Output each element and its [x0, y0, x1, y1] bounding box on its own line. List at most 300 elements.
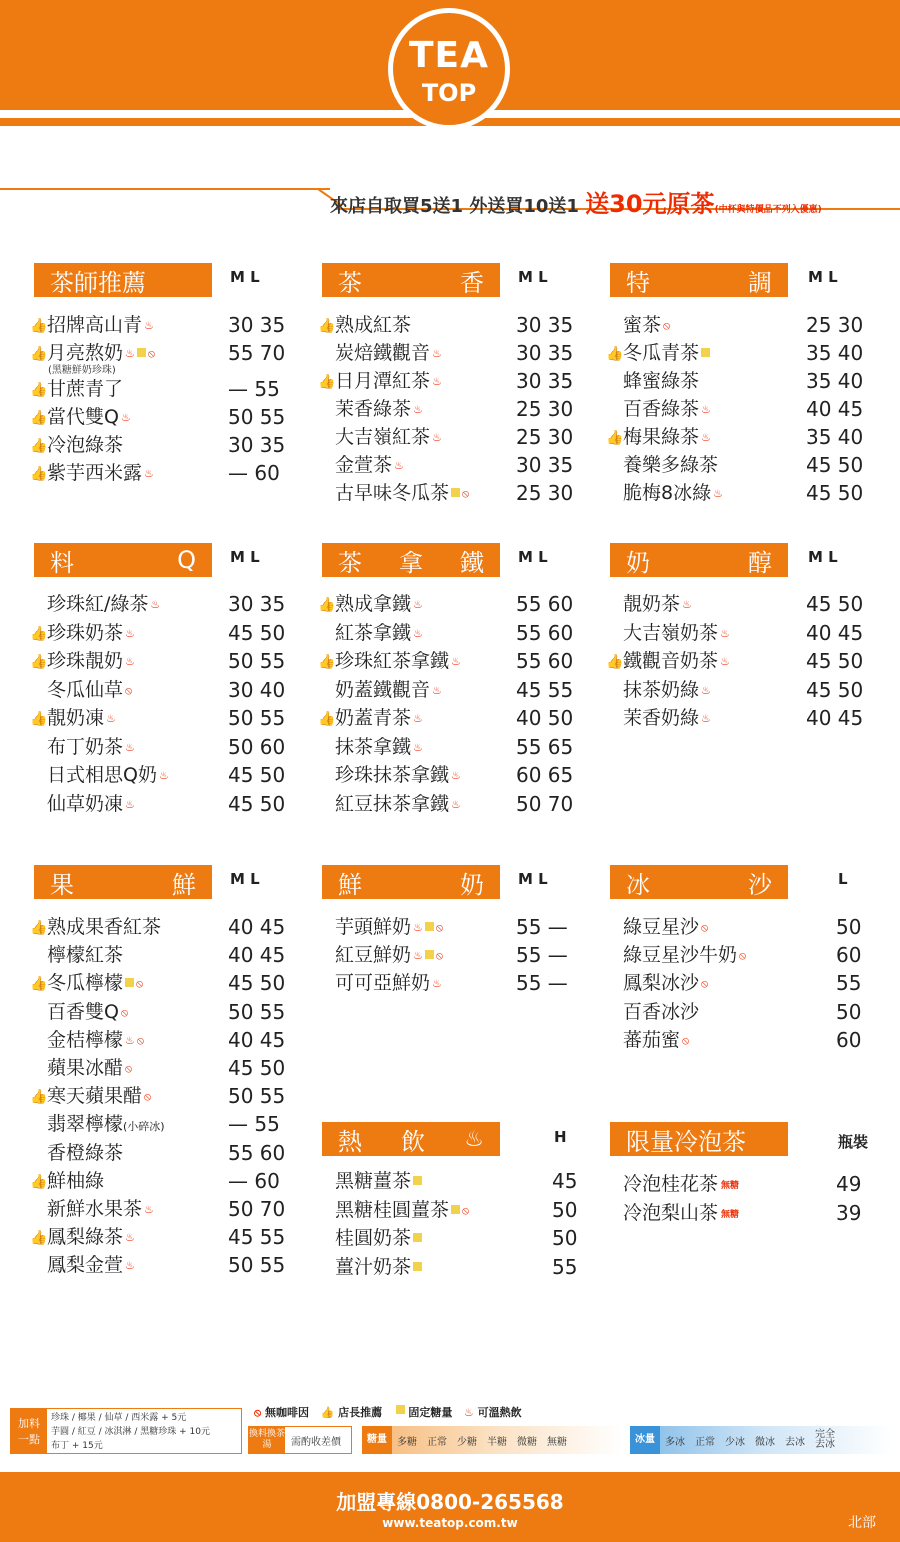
- item-price: 45 50: [228, 1056, 286, 1080]
- hot-drink-icon: ♨: [125, 797, 135, 811]
- addon-box: [10, 1408, 242, 1454]
- item-price: 40 45: [228, 915, 286, 939]
- item-name: 茉香奶綠: [623, 707, 700, 729]
- spacer: [318, 974, 333, 988]
- section-title-part: 熱: [338, 1127, 362, 1156]
- menu-item[interactable]: [30, 761, 169, 789]
- item-price: 45 50: [806, 677, 864, 702]
- item-name: 桂圓奶茶: [335, 1227, 412, 1249]
- item-price: 45 50: [806, 453, 864, 477]
- ice-level: 去冰: [785, 1436, 805, 1448]
- spacer: [606, 1175, 621, 1189]
- thumbs-up-icon: 👍: [30, 318, 48, 334]
- website-link[interactable]: www.teatop.com.tw: [382, 1516, 518, 1530]
- hot-drink-icon: ♨: [125, 655, 135, 668]
- menu-item[interactable]: [606, 1170, 739, 1198]
- promo-main: 來店自取買5送1 外送買10送1: [330, 196, 586, 217]
- section-title-part: 茶: [338, 268, 362, 297]
- menu-item[interactable]: [318, 1196, 469, 1224]
- legend-area: [0, 1400, 900, 1470]
- thumbs-up-icon: 👍: [30, 625, 48, 642]
- spacer: [318, 1229, 333, 1243]
- menu-item[interactable]: [30, 403, 131, 431]
- thumbs-up-icon: 👍: [30, 410, 48, 426]
- promo-text: [330, 184, 822, 219]
- item-price: 50 60: [228, 734, 286, 759]
- section-title-part: Q: [177, 546, 196, 574]
- section-title-part: 奶: [626, 548, 650, 577]
- item-name: 薑汁奶茶: [335, 1255, 412, 1278]
- thumbs-up-icon: 👍: [320, 1406, 335, 1419]
- menu-item[interactable]: [606, 619, 730, 647]
- menu-item[interactable]: [318, 339, 442, 367]
- item-name: 珍珠紅茶拿鐵: [335, 650, 450, 672]
- legend-symbol: 無咖啡因: [265, 1406, 310, 1419]
- item-name: 珍珠靚奶: [47, 650, 124, 672]
- item-name: 冬瓜青茶: [623, 342, 700, 364]
- size-header: M L: [808, 268, 838, 286]
- menu-item[interactable]: [30, 704, 116, 732]
- no-caffeine-icon: ⦸: [435, 949, 444, 963]
- thumbs-up-icon: 👍: [30, 1230, 48, 1247]
- sugar-label: 糖量: [362, 1426, 392, 1454]
- item-price: 55 70: [228, 341, 286, 365]
- menu-item[interactable]: [318, 969, 442, 997]
- item-price: 30 35: [516, 369, 574, 393]
- item-price: 45 50: [228, 763, 286, 787]
- section-header: [610, 1122, 788, 1156]
- promo-note: (中杯與特價品不列入優惠): [714, 205, 822, 215]
- item-price: 55: [552, 1254, 578, 1279]
- item-name: 甘蔗青了: [47, 378, 124, 400]
- item-name: 脆梅8冰綠: [623, 482, 712, 504]
- item-name: 百香雙Q: [47, 1000, 119, 1023]
- no-caffeine-icon: ⦸: [663, 319, 671, 332]
- menu-item[interactable]: [30, 311, 154, 339]
- item-name: 紅豆抹茶拿鐵: [335, 792, 450, 815]
- item-price: 25 30: [806, 313, 864, 337]
- menu-item[interactable]: [30, 1110, 165, 1138]
- item-name: 芋頭鮮奶: [335, 916, 412, 938]
- item-price: 45 50: [806, 481, 864, 505]
- menu-item[interactable]: [606, 969, 708, 997]
- menu-item[interactable]: [318, 367, 442, 395]
- menu-item[interactable]: [30, 647, 135, 675]
- item-price: 55 60: [516, 592, 574, 616]
- menu-item[interactable]: [318, 676, 442, 704]
- thumbs-up-icon: 👍: [30, 976, 48, 993]
- item-price: 55 —: [516, 915, 568, 939]
- menu-item[interactable]: [30, 1139, 123, 1167]
- menu-item[interactable]: [30, 1054, 132, 1082]
- item-name: 檸檬紅茶: [47, 944, 124, 967]
- hot-drink-icon: ♨: [125, 626, 135, 640]
- section-title-part: 香: [460, 268, 484, 297]
- menu-item[interactable]: [30, 1223, 135, 1251]
- spacer: [318, 681, 333, 695]
- brand-logo: [388, 8, 510, 130]
- menu-item[interactable]: [30, 969, 143, 997]
- item-name: 新鮮水果茶: [47, 1198, 143, 1220]
- thumbs-up-icon: 👍: [30, 1089, 48, 1106]
- region-label: 北部: [848, 1515, 876, 1531]
- item-name: 蘋果冰醋: [47, 1057, 124, 1079]
- thumbs-up-icon: 👍: [606, 346, 624, 362]
- symbol-legend: [254, 1404, 614, 1422]
- thumbs-up-icon: 👍: [606, 654, 624, 670]
- menu-item[interactable]: [30, 375, 123, 403]
- section-title-part: 鮮: [172, 870, 196, 899]
- item-name: 蜜茶: [623, 314, 662, 336]
- hot-drink-icon: ♨: [432, 977, 442, 991]
- spacer: [318, 1258, 333, 1272]
- hot-drink-icon: ♨: [701, 431, 711, 444]
- thumbs-up-icon: 👍: [318, 374, 336, 390]
- section-title-part: 料: [50, 548, 74, 577]
- menu-item[interactable]: [30, 1251, 135, 1279]
- menu-item[interactable]: [318, 451, 404, 479]
- sugar-level: 半糖: [487, 1436, 507, 1448]
- section-header: [610, 865, 788, 899]
- item-price: 45 55: [228, 1225, 286, 1250]
- spacer: [606, 1031, 621, 1045]
- item-price: 30 35: [228, 313, 286, 337]
- item-name: 大吉嶺紅茶: [335, 426, 431, 448]
- item-price: 25 30: [516, 481, 574, 505]
- item-price: 49: [836, 1172, 862, 1196]
- item-name: 冷泡桂花茶: [623, 1173, 719, 1195]
- menu-item[interactable]: [30, 590, 160, 618]
- item-name: 奶蓋青茶: [335, 707, 412, 729]
- swap-box: [248, 1426, 352, 1454]
- section-header: [322, 263, 500, 297]
- item-price: 25 30: [516, 425, 574, 449]
- item-name: 寒天蘋果醋: [47, 1085, 143, 1108]
- item-price: 50: [552, 1197, 578, 1222]
- spacer: [30, 738, 45, 752]
- hot-drink-icon: ♨: [463, 1406, 474, 1419]
- size-header: M L: [518, 548, 548, 566]
- spacer: [606, 624, 621, 638]
- hot-drink-icon: ♨: [451, 655, 461, 668]
- item-price: 50 55: [228, 1253, 286, 1278]
- item-price: 55 65: [516, 734, 574, 759]
- fixed-sugar-icon: [451, 488, 460, 497]
- ice-level: 完全去冰: [815, 1429, 835, 1450]
- menu-item[interactable]: [30, 733, 135, 761]
- item-name: 翡翠檸檬: [47, 1113, 124, 1136]
- thumbs-up-icon: 👍: [30, 654, 48, 670]
- sugar-level: 少糖: [457, 1436, 477, 1448]
- section-title-part: 拿: [399, 548, 423, 577]
- menu-item[interactable]: [606, 423, 711, 451]
- item-name: 招牌高山青: [47, 314, 143, 336]
- menu-item[interactable]: [30, 790, 135, 818]
- hot-drink-icon: ♨: [451, 769, 461, 782]
- hot-drink-icon: ♨: [682, 598, 692, 611]
- menu-item[interactable]: [30, 941, 123, 969]
- size-header: H: [554, 1128, 567, 1146]
- hot-drink-icon: ♨: [125, 740, 135, 754]
- menu-item[interactable]: [30, 619, 135, 647]
- menu-item[interactable]: [606, 479, 723, 507]
- item-price: 40 45: [228, 943, 286, 968]
- ice-label: 冰量: [630, 1426, 660, 1454]
- ice-level: 正常: [695, 1436, 715, 1448]
- spacer: [606, 681, 621, 695]
- menu-item[interactable]: [318, 733, 423, 761]
- item-name: 百香冰沙: [623, 1000, 700, 1023]
- size-header: M L: [230, 548, 260, 566]
- menu-item[interactable]: [318, 913, 443, 941]
- spacer: [606, 316, 621, 330]
- section-header: [34, 543, 212, 577]
- menu-item[interactable]: [606, 998, 699, 1026]
- menu-item[interactable]: [30, 459, 154, 487]
- item-price: 50: [552, 1226, 578, 1250]
- menu-item[interactable]: [606, 913, 708, 941]
- hot-drink-icon: ♨: [413, 949, 423, 963]
- hot-drink-icon: ♨: [144, 467, 154, 480]
- item-price: 30 35: [516, 313, 574, 337]
- fixed-sugar-icon: [413, 1262, 422, 1271]
- section-title-part: 飲: [401, 1127, 426, 1156]
- spacer: [30, 1256, 45, 1270]
- item-name: 可可亞鮮奶: [335, 972, 431, 995]
- addon-line: 布丁 + 15元: [51, 1441, 103, 1451]
- fixed-sugar-icon: [137, 348, 146, 357]
- item-price: 35 40: [806, 425, 864, 449]
- menu-item[interactable]: [606, 647, 730, 675]
- section-title-part: 沙: [748, 870, 772, 899]
- size-header: M L: [518, 268, 548, 286]
- sugar-level: 正常: [427, 1436, 447, 1448]
- no-caffeine-icon: ⦸: [701, 921, 709, 934]
- menu-item[interactable]: [318, 761, 461, 789]
- section-header: [322, 543, 500, 577]
- item-price: 30 35: [516, 453, 574, 477]
- spacer: [318, 766, 333, 780]
- spacer: [30, 595, 45, 609]
- no-caffeine-icon: ⦸: [120, 1005, 129, 1019]
- spacer: [606, 946, 621, 960]
- hot-drink-icon: ♨: [413, 740, 423, 754]
- no-sugar-badge: 無糖: [721, 1181, 740, 1191]
- thumbs-up-icon: 👍: [606, 430, 624, 446]
- hot-drink-icon: ♨: [125, 1033, 135, 1047]
- item-name: 仙草奶凍: [47, 792, 124, 815]
- hot-drink-icon: ♨: [125, 1231, 135, 1245]
- hot-drink-icon: ♨: [432, 431, 442, 444]
- menu-item[interactable]: [318, 395, 423, 423]
- size-header: M L: [230, 870, 260, 888]
- item-name: 大吉嶺奶茶: [623, 621, 719, 644]
- item-price: 45 50: [806, 592, 864, 616]
- menu-item[interactable]: [606, 1199, 739, 1227]
- spacer: [318, 428, 333, 442]
- item-price: 50 70: [228, 1197, 286, 1221]
- menu-item[interactable]: [30, 1082, 151, 1110]
- menu-item[interactable]: [30, 1167, 104, 1195]
- legend-symbol: 店長推薦: [338, 1406, 383, 1419]
- menu-item[interactable]: [606, 311, 670, 339]
- section-header: [34, 263, 212, 297]
- item-name: 珍珠紅/綠茶: [47, 593, 149, 615]
- item-name: 日月潭紅茶: [335, 370, 431, 392]
- hot-drink-icon: ♨: [720, 655, 730, 668]
- menu-item[interactable]: [318, 1167, 422, 1195]
- item-name: 香橙綠茶: [47, 1141, 124, 1164]
- hot-drink-icon: ♨: [120, 411, 131, 424]
- logo-line2: TOP: [421, 79, 477, 107]
- item-price: 50 55: [228, 999, 286, 1024]
- item-name: 炭焙鐵觀音: [335, 342, 431, 364]
- hot-drink-icon: ♨: [394, 459, 404, 472]
- menu-item[interactable]: [30, 913, 161, 941]
- menu-item[interactable]: [318, 941, 443, 969]
- menu-item[interactable]: [318, 647, 461, 675]
- item-price: 35 40: [806, 369, 864, 393]
- spacer: [30, 1115, 45, 1129]
- spacer: [606, 484, 621, 498]
- menu-item[interactable]: [606, 395, 711, 423]
- item-price: 39: [836, 1200, 862, 1225]
- hot-drink-icon: ♨: [701, 712, 711, 725]
- thumbs-up-icon: 👍: [318, 318, 336, 334]
- item-price: 50 55: [228, 649, 286, 673]
- item-price: 45: [552, 1169, 578, 1193]
- item-price: 55 —: [516, 971, 568, 996]
- hot-drink-icon: ♨: [144, 1203, 154, 1216]
- item-price: 50 55: [228, 405, 286, 429]
- item-price: 45 50: [228, 971, 286, 996]
- section-title-part: 醇: [748, 548, 772, 577]
- menu-item[interactable]: [606, 941, 746, 969]
- sugar-scale: [362, 1426, 622, 1454]
- section-header: [34, 865, 212, 899]
- item-name: 熟成拿鐵: [335, 593, 412, 615]
- menu-item[interactable]: [606, 451, 718, 479]
- item-name: 冷泡綠茶: [47, 434, 124, 456]
- hot-drink-icon: ♨: [701, 683, 711, 697]
- menu-item[interactable]: [606, 339, 710, 367]
- item-name: 奶蓋鐵觀音: [335, 678, 431, 701]
- item-name: 鳳梨綠茶: [47, 1226, 124, 1249]
- item-price: 45 55: [516, 677, 574, 702]
- thumbs-up-icon: 👍: [30, 466, 48, 482]
- hot-drink-icon: ♨: [413, 403, 423, 416]
- section-header: [322, 1122, 500, 1156]
- hot-drink-icon: ♨: [720, 626, 730, 640]
- item-name: 日式相思Q奶: [47, 764, 157, 786]
- section-title-part: 特: [626, 268, 650, 297]
- menu-item[interactable]: [318, 479, 469, 507]
- spacer: [606, 456, 621, 470]
- item-price: — 60: [228, 461, 280, 485]
- item-name: 抹茶拿鐵: [335, 735, 412, 758]
- hot-drink-icon: ♨: [413, 921, 423, 934]
- item-name: 鐵觀音奶茶: [623, 650, 719, 672]
- menu-item[interactable]: [30, 1026, 144, 1054]
- menu-item[interactable]: [606, 1026, 689, 1054]
- item-name: 月亮熬奶: [47, 342, 124, 364]
- ice-level: 少冰: [725, 1436, 745, 1448]
- menu-item[interactable]: [30, 1195, 154, 1223]
- item-name: 當代雙Q: [47, 406, 119, 428]
- item-price: 55 60: [516, 620, 574, 645]
- menu-item[interactable]: [606, 590, 692, 618]
- item-name: 冬瓜檸檬: [47, 972, 124, 995]
- thumbs-up-icon: 👍: [318, 654, 336, 670]
- item-price: 25 30: [516, 397, 574, 421]
- menu-item[interactable]: [30, 998, 128, 1026]
- menu-item[interactable]: [318, 790, 461, 818]
- item-name: 黑糖桂圓薑茶: [335, 1198, 450, 1221]
- item-price: 30 40: [228, 677, 286, 702]
- spacer: [30, 946, 45, 960]
- item-name: 珍珠奶茶: [47, 621, 124, 644]
- spacer: [30, 766, 45, 780]
- spacer: [318, 918, 333, 932]
- menu-item[interactable]: [318, 619, 423, 647]
- menu-item[interactable]: [30, 676, 132, 704]
- menu-item[interactable]: [606, 676, 711, 704]
- thumbs-up-icon: 👍: [30, 1173, 48, 1190]
- no-sugar-badge: 無糖: [721, 1209, 740, 1220]
- item-price: — 60: [228, 1168, 280, 1193]
- item-name: 金萱茶: [335, 454, 393, 476]
- thumbs-up-icon: 👍: [318, 711, 336, 727]
- logo-line1: TEA: [408, 35, 489, 76]
- promo-banner: [0, 180, 900, 218]
- spacer: [318, 795, 333, 809]
- section-header: [610, 263, 788, 297]
- thumbs-up-icon: 👍: [30, 382, 48, 398]
- item-name: 冷泡梨山茶: [623, 1201, 719, 1224]
- spacer: [318, 400, 333, 414]
- spacer: [30, 1059, 45, 1073]
- fixed-sugar-icon: [413, 1176, 422, 1185]
- item-name: 熟成紅茶: [335, 314, 412, 336]
- section-title-part: 冰: [626, 870, 650, 899]
- menu-item[interactable]: [318, 311, 411, 339]
- section-header: [610, 543, 788, 577]
- hot-drink-icon: ♨: [464, 1126, 484, 1152]
- item-name: 蕃茄蜜: [623, 1028, 681, 1051]
- item-price: 40 45: [806, 706, 864, 730]
- item-name: 靚奶凍: [47, 707, 105, 729]
- item-name: 梅果綠茶: [623, 426, 700, 448]
- menu-item[interactable]: [318, 590, 423, 618]
- menu-item[interactable]: [606, 704, 711, 732]
- menu-item[interactable]: [318, 1253, 422, 1281]
- menu-item[interactable]: [318, 704, 423, 732]
- menu-item[interactable]: [606, 367, 699, 395]
- section-title-part: 限量冷泡茶: [626, 1127, 746, 1156]
- item-price: 30 35: [516, 341, 574, 365]
- hot-drink-icon: ♨: [701, 403, 711, 416]
- item-price: 35 40: [806, 341, 864, 365]
- menu-item[interactable]: [318, 1224, 422, 1252]
- item-price: 55: [836, 971, 862, 996]
- item-name: 鳳梨金萱: [47, 1254, 124, 1277]
- spacer: [30, 1031, 45, 1045]
- hot-drink-icon: ♨: [150, 598, 161, 611]
- menu-item[interactable]: [318, 423, 442, 451]
- item-name: 熟成果香紅茶: [47, 916, 162, 938]
- no-caffeine-icon: ⦸: [462, 1203, 470, 1217]
- menu-item[interactable]: [30, 431, 123, 459]
